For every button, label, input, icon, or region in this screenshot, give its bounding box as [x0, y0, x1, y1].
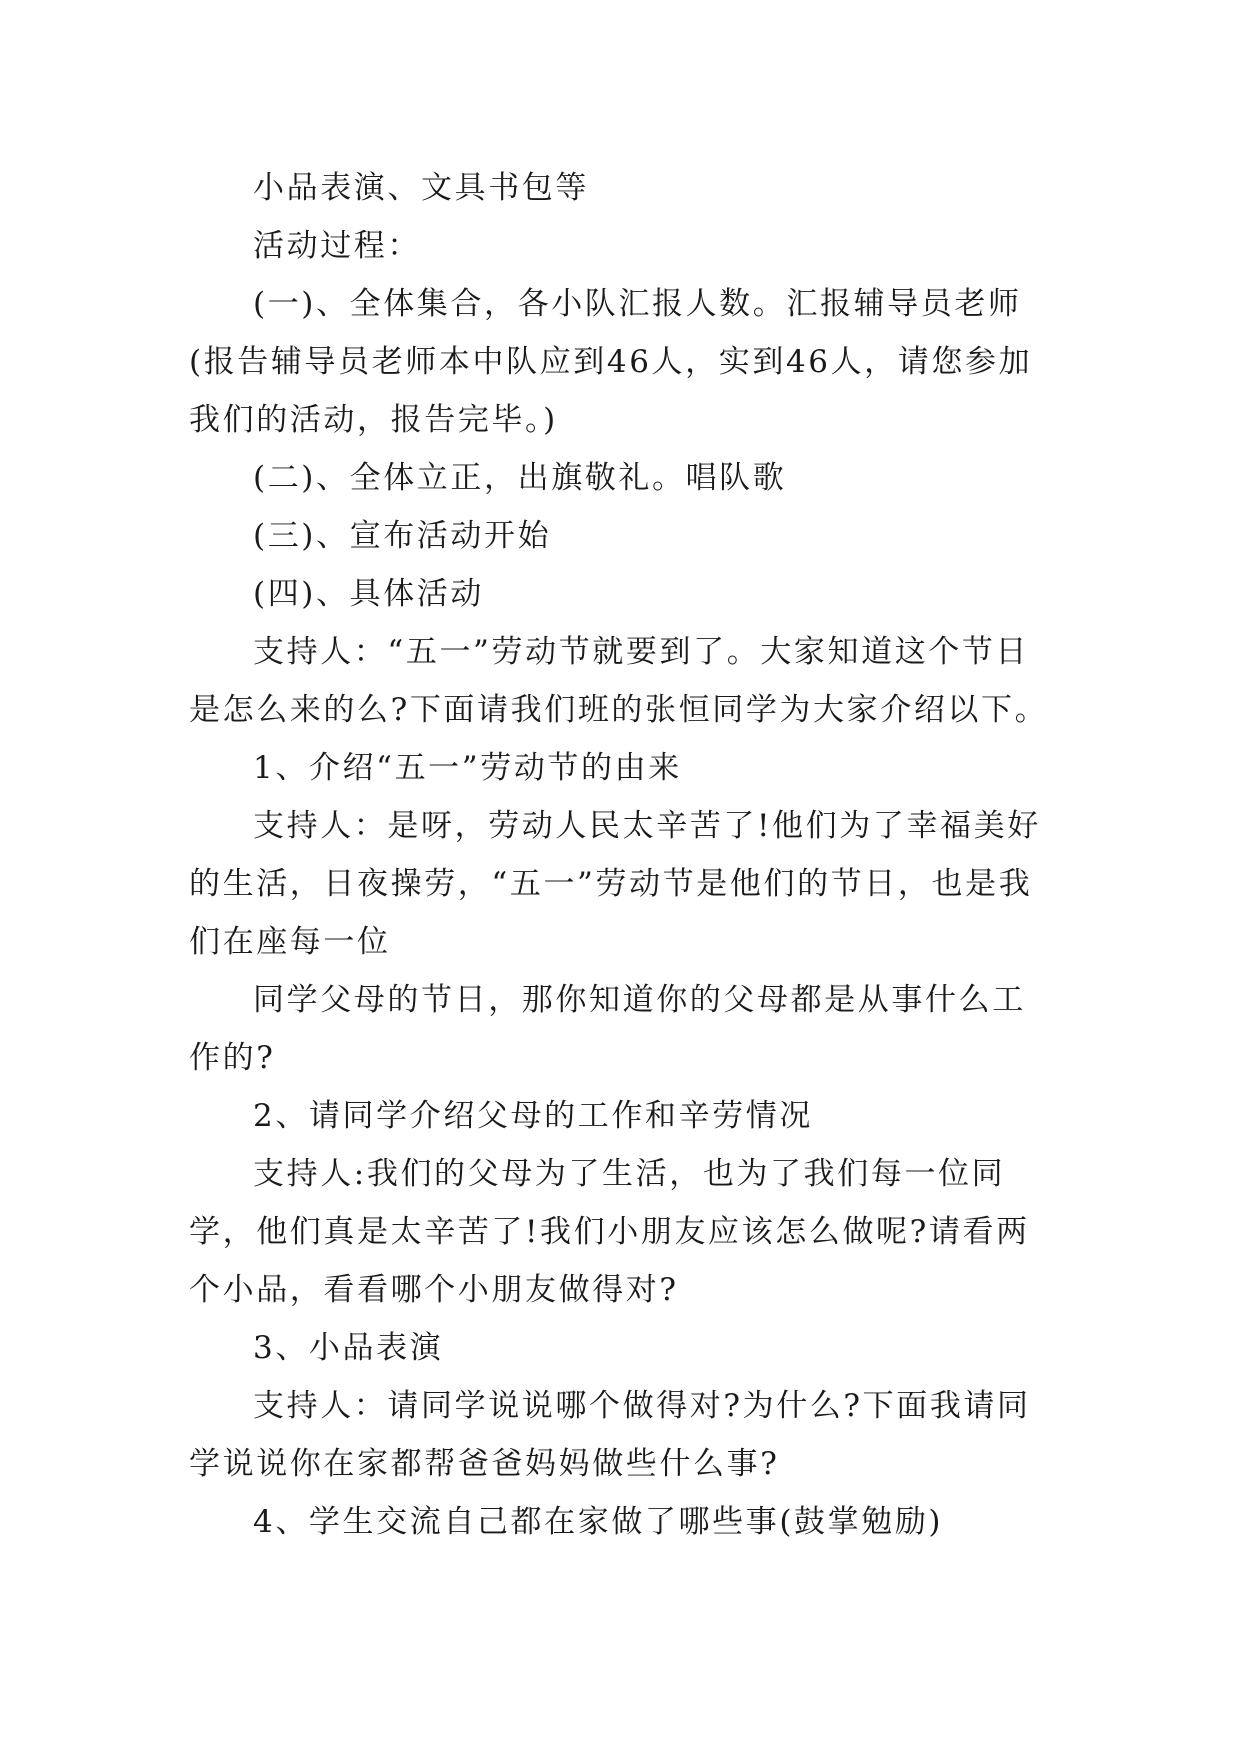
document-body — [189, 159, 1059, 1551]
paragraph: 小品表演、文具书包等 — [253, 170, 589, 206]
paragraph: 同学父母的节日，那你知道你的父母都是从事什么工作的? — [189, 982, 1026, 1076]
paragraph: 3、小品表演 — [253, 1330, 444, 1366]
paragraph: 支持人：“五一”劳动节就要到了。大家知道这个节日是怎么来的么?下面请我们班的张恒同学为大家介绍以下。 — [189, 634, 1049, 728]
paragraph: (三)、宣布活动开始 — [253, 518, 552, 554]
paragraph: 4、学生交流自己都在家做了哪些事(鼓掌勉励) — [253, 1504, 944, 1540]
paragraph: (一)、全体集合，各小队汇报人数。汇报辅导员老师(报告辅导员老师本中队应到46人，实到46人，请您参加我们的活动，报告完毕。) — [189, 286, 1033, 438]
paragraph: 1、介绍“五一”劳动节的由来 — [253, 750, 682, 786]
paragraph: 支持人:我们的父母为了生活，也为了我们每一位同学，他们真是太辛苦了!我们小朋友应该怎么做呢?请看两个小品，看看哪个小朋友做得对? — [189, 1156, 1030, 1308]
paragraph: 支持人：请同学说说哪个做得对?为什么?下面我请同学说说你在家都帮爸爸妈妈做些什么事? — [189, 1388, 1031, 1482]
paragraph: 活动过程： — [253, 228, 421, 264]
paragraph: (四)、具体活动 — [253, 576, 484, 612]
paragraph: 2、请同学介绍父母的工作和辛劳情况 — [253, 1098, 813, 1134]
paragraph: (二)、全体立正，出旗敬礼。唱队歌 — [253, 460, 787, 496]
paragraph: 支持人：是呀，劳动人民太辛苦了!他们为了幸福美好的生活，日夜操劳，“五一”劳动节是他们的节日，也是我们在座每一位 — [189, 808, 1041, 960]
